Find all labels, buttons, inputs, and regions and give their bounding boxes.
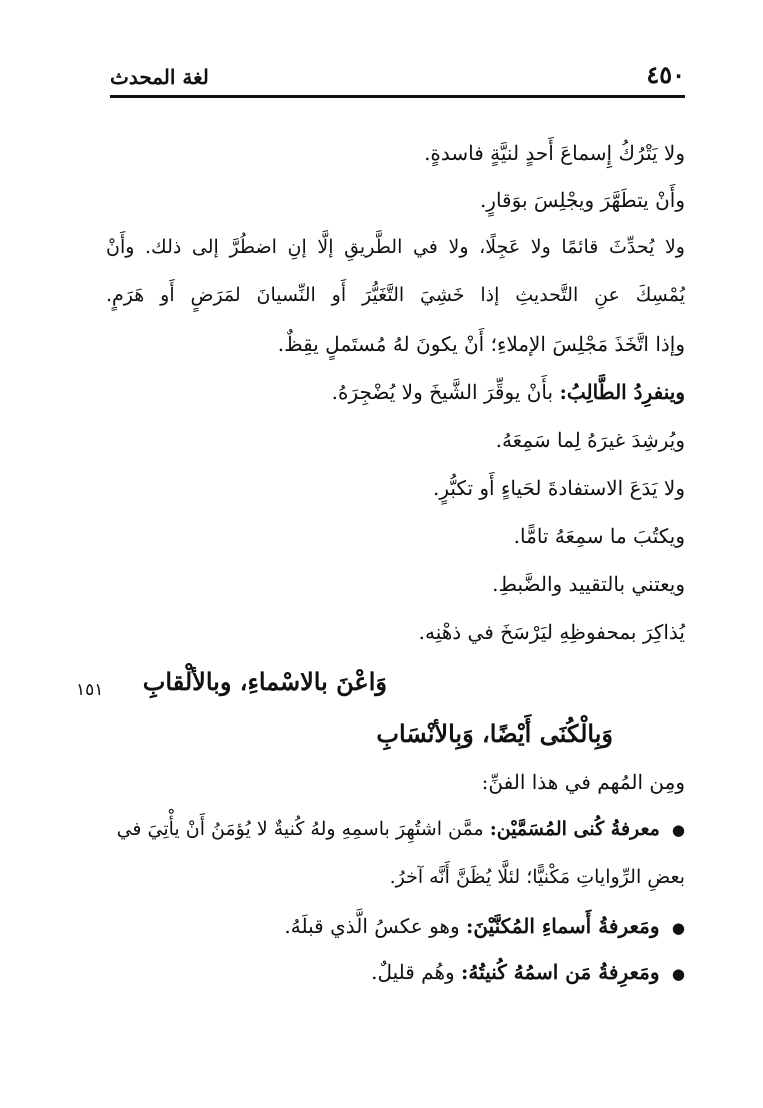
student-rest: بأَنْ يوقِّرَ الشَّيخَ ولا يُضْجِرَهُ. <box>331 380 554 404</box>
student-line: ولا يَدَعَ الاستفادةَ لحَياءٍ أَو تكبُّرٍ. <box>433 476 685 500</box>
student-lead: وينفرِدُ الطَّالِبُ: <box>559 380 685 404</box>
poem-number: ١٥١ <box>76 680 104 700</box>
bullet-icon: ● <box>671 821 685 839</box>
student-line: ويكتُبَ ما سمِعَهُ تامًّا. <box>513 524 685 548</box>
page-number: ٤٥٠ <box>646 60 685 89</box>
poem-hemistich-2: وَبِالْكُنَى أَيْضًا، وَبِالأنْسَابِ <box>376 719 613 748</box>
body-line: وإذا اتَّخَذَ مَجْلِسَ الإملاءِ؛ أَنْ يكونَ لهُ مُستَملٍ يقِظٌ. <box>277 332 685 356</box>
section-intro: ومِن المُهم في هذا الفنِّ: <box>481 770 685 794</box>
bullet-icon: ● <box>671 919 685 937</box>
list-item <box>117 820 685 839</box>
list-item <box>284 916 685 936</box>
page-header <box>110 58 685 98</box>
item-term: ومَعرفةُ أَسماءِ المُكنَّيْنَ: <box>465 914 660 938</box>
student-line: يُذاكِرَ بمحفوظِهِ ليَرْسَخَ في ذهْنِه. <box>418 620 685 644</box>
list-item-continuation: بعضِ الرِّواياتِ مَكْنيًّا؛ لئلَّا يُظَنَّ أَنَّه آخرُ. <box>389 866 685 888</box>
student-line: ويعتني بالتقييد والضَّبطِ. <box>492 572 685 596</box>
item-text: ممَّن اشتُهِرَ باسمِهِ ولهُ كُنيةٌ لا يُؤمَنُ أَنْ يأْتِيَ في <box>116 818 484 840</box>
item-term: ومَعرِفةُ مَن اسمُهُ كُنيتُهُ: <box>461 960 660 984</box>
student-line <box>332 382 685 402</box>
bullet-icon: ● <box>671 965 685 983</box>
body-line: ولا يَتْرُكُ إِسماعَ أَحدٍ لنيَّةٍ فاسدةٍ. <box>424 141 685 165</box>
item-text: وهُم قليلٌ. <box>371 960 455 984</box>
item-term: معرفةُ كُنى المُسَمَّيْن: <box>489 818 660 840</box>
student-line: ويُرشِدَ غيرَهُ لِما سَمِعَهُ. <box>495 428 685 452</box>
item-text: وهو عكسُ الَّذي قبلَهُ. <box>284 914 460 938</box>
list-item <box>371 962 685 982</box>
poem-hemistich-1: وَاعْنَ بالاسْماءِ، وبالألْقابِ <box>142 667 387 696</box>
running-title: لغة المحدث <box>110 65 209 89</box>
body-line: وأَنْ يتطَهَّرَ ويجْلِسَ بوَقارٍ. <box>479 188 685 212</box>
body-line: ولا يُحدِّثَ قائمًا ولا عَجِلًا، ولا في الطَّريقِ إلَّا إنِ اضطُرَّ إلى ذلك. وأَنْ <box>106 236 685 258</box>
body-line: يُمْسِكَ عنِ التَّحديثِ إذا خَشِيَ التَّغَيُّرَ أَو النِّسيانَ لمَرَضٍ أَو هَرَمٍ. <box>106 284 685 306</box>
